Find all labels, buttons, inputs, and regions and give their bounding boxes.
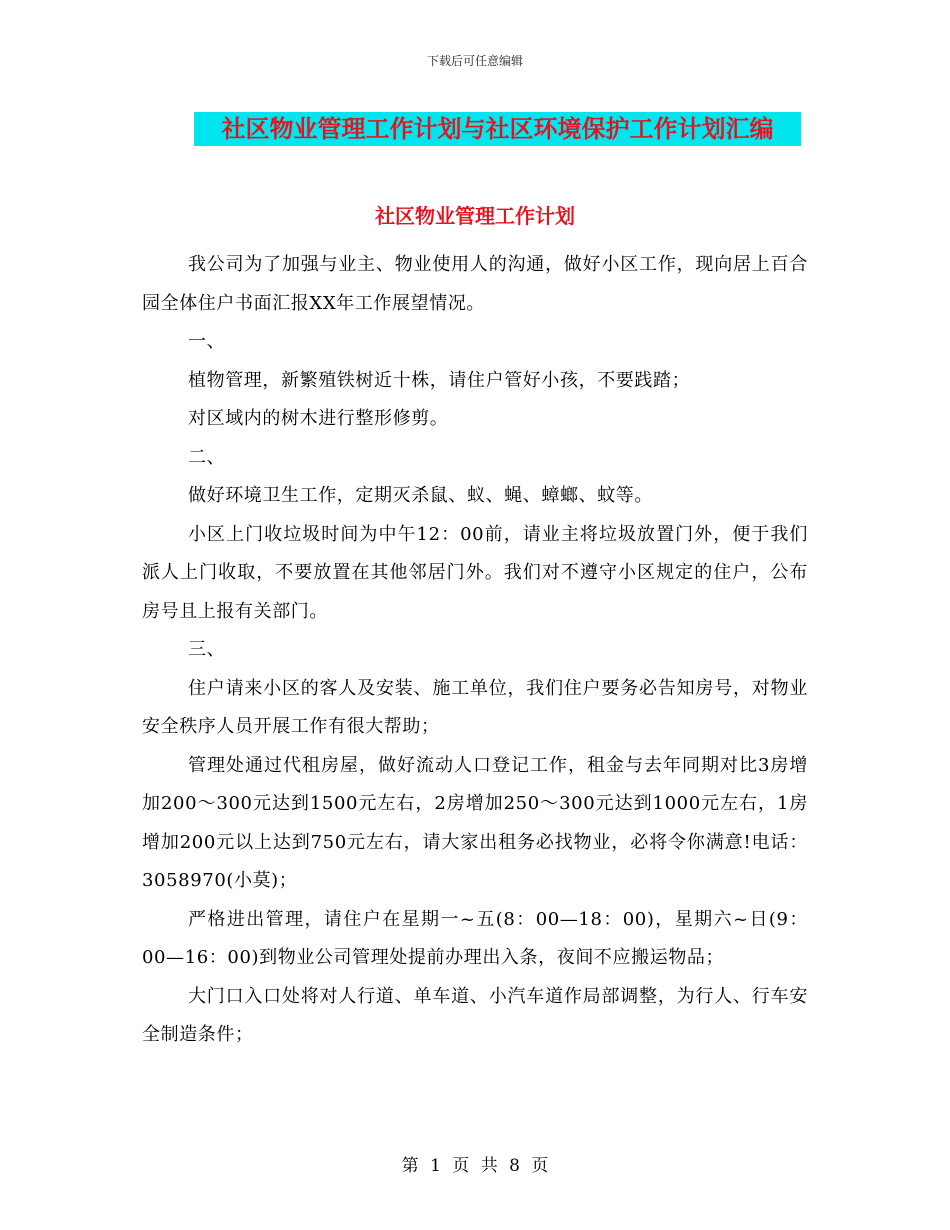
paragraph: 我公司为了加强与业主、物业使用人的沟通，做好小区工作，现向居上百合园全体住户书面汇报XX年工作展望情况。 (142, 254, 808, 314)
paragraph: 小区上门收垃圾时间为中午12：00前，请业主将垃圾放置门外，便于我们派人上门收取，不要放置在其他邻居门外。我们对不遵守小区规定的住户，公布房号且上报有关部门。 (142, 523, 808, 622)
paragraph: 严格进出管理，请住户在星期一~五(8：00—18：00)，星期六~日(9：00—16：00)到物业公司管理处提前办理出入条，夜间不应搬运物品； (142, 908, 808, 968)
header-note: 下载后可任意编辑 (426, 54, 523, 68)
paragraph: 对区域内的树木进行整形修剪。 (188, 408, 449, 429)
paragraph: 住户请来小区的客人及安装、施工单位，我们住户要务必告知房号，对物业安全秩序人员开展工作有很大帮助； (142, 677, 808, 737)
list-heading: 二、 (188, 446, 226, 468)
section-title: 社区物业管理工作计划 (375, 204, 575, 228)
page-number-footer: 第 1 页 共 8 页 (401, 1156, 549, 1176)
list-heading: 一、 (188, 331, 226, 352)
paragraph: 管理处通过代租房屋，做好流动人口登记工作，租金与去年同期对比3房增加200～300元达到1500元左右，2房增加250～300元达到1000元左右，1房增加200元以上达到750元左右，请大家出租务必找物业，必将令你满意!电话：3058970(小莫)； (142, 754, 808, 891)
paragraph: 做好环境卫生工作，定期灭杀鼠、蚁、蝇、蟑螂、蚊等。 (188, 485, 653, 506)
paragraph: 植物管理，新繁殖铁树近十株，请住户管好小孩，不要践踏； (188, 369, 691, 391)
document-body (142, 246, 808, 1055)
list-heading: 三、 (188, 639, 226, 660)
document-title: 社区物业管理工作计划与社区环境保护工作计划汇编 (194, 112, 801, 146)
paragraph: 大门口入口处将对人行道、单车道、小汽车道作局部调整，为行人、行车安全制造条件； (142, 985, 808, 1045)
